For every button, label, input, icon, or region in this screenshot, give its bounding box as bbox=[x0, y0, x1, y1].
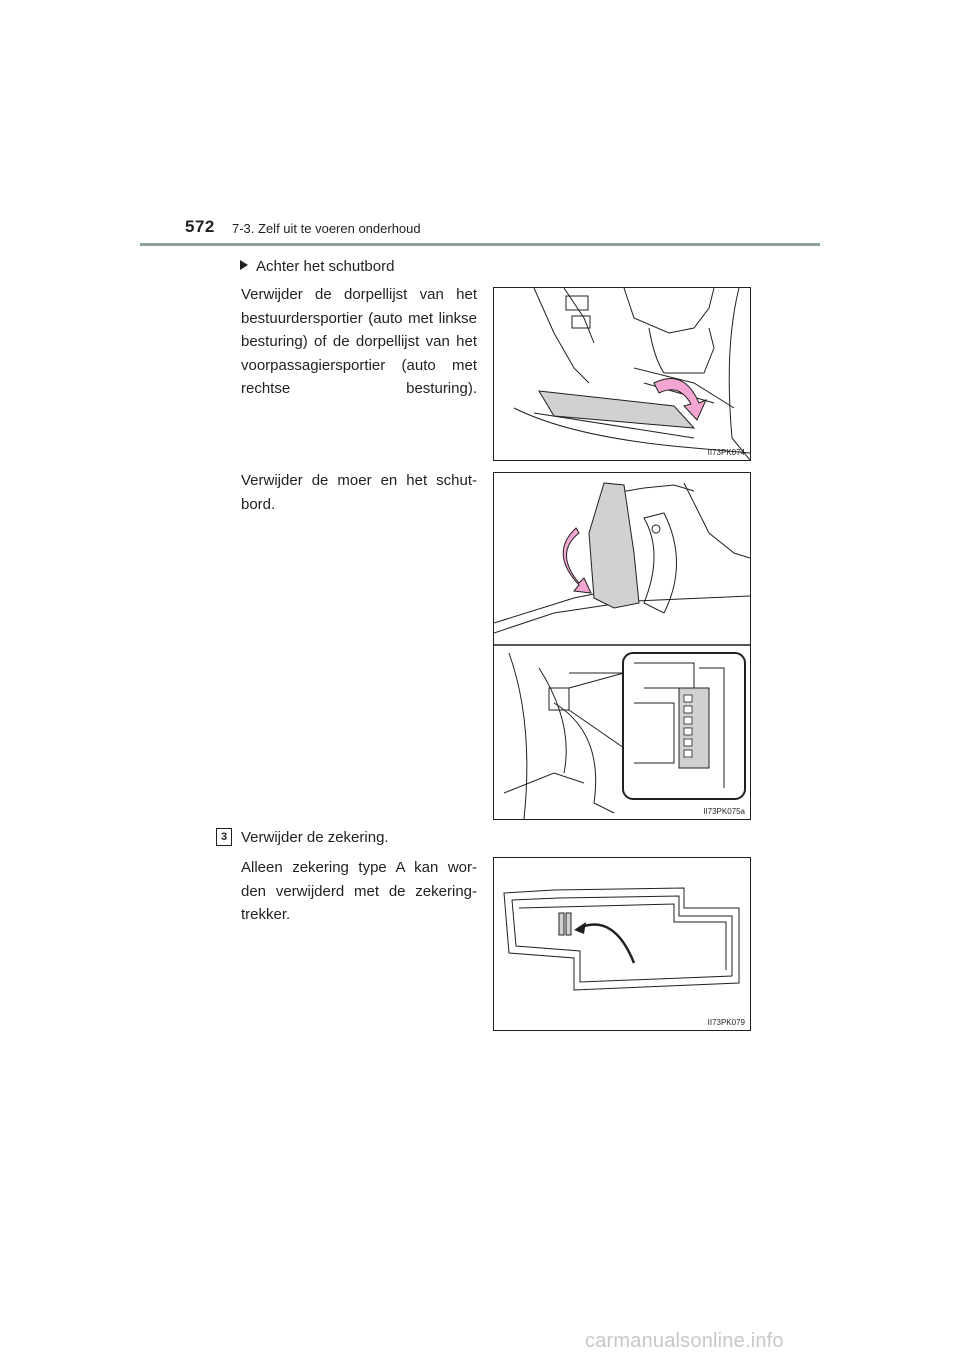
triangle-bullet-icon bbox=[240, 260, 248, 270]
figure-fuse-puller bbox=[493, 857, 751, 1031]
bullet-heading bbox=[240, 258, 394, 275]
step-number-badge: 3 bbox=[216, 828, 232, 846]
kick-panel-illustration bbox=[494, 473, 750, 819]
figure-code: II73PK079 bbox=[707, 1018, 745, 1027]
figure-kick-panel bbox=[493, 472, 751, 820]
paragraph-fuse-note: Alleen zekering type A kan wor- den verwijderd met de zekering- trekker. bbox=[241, 859, 477, 923]
page-number: 572 bbox=[185, 217, 215, 236]
paragraph-remove-nut: Verwijder de moer en het schut- bord. bbox=[241, 472, 477, 513]
section-title: 7-3. Zelf uit te voeren onderhoud bbox=[232, 221, 421, 236]
figure-code: II73PK075a bbox=[703, 807, 745, 816]
header-rule bbox=[140, 243, 820, 246]
figure-door-sill bbox=[493, 287, 751, 461]
paragraph-remove-sill: Verwijder de dorpellijst van het bestuurdersportier (auto met linkse besturing) of de dorpellijst van het voorpassagiersportier (auto met rechtse besturing). bbox=[241, 286, 477, 397]
paragraph-remove-fuse: Verwijder de zekering. bbox=[241, 829, 389, 846]
watermark-text: carmanualsonline.info bbox=[585, 1330, 784, 1352]
figure-code: II73PK074 bbox=[707, 448, 745, 457]
bullet-heading-text: Achter het schutbord bbox=[256, 258, 395, 275]
door-sill-illustration bbox=[494, 288, 750, 460]
fuse-puller-illustration bbox=[494, 858, 750, 1030]
